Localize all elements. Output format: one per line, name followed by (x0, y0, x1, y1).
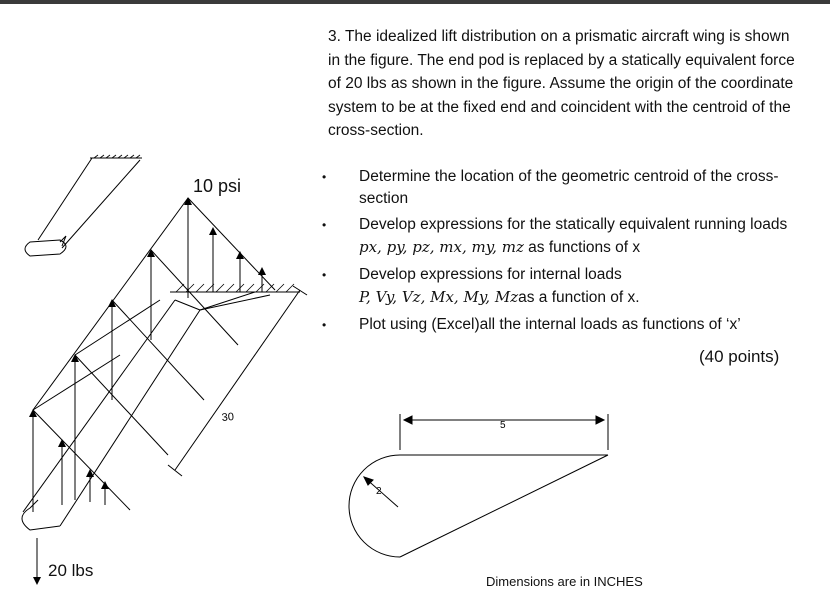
task-text: Plot using (Excel)all the internal loads as functions of ‘x’ (359, 316, 741, 333)
cross-section (349, 414, 608, 557)
point-load-label: 20 lbs (48, 561, 94, 580)
wing-thumbnail (25, 155, 142, 256)
lift-envelope (33, 198, 275, 510)
units-note: Dimensions are in INCHES (486, 574, 643, 589)
problem-statement: 3. The idealized lift distribution on a prismatic aircraft wing is shown in the figure. The end pod is replaced by a statically equivalent force of 20 lbs as shown in the figure. Assume the origin of the coordinate system to be at the fixed end and coincident with the centroid of the cross-section. (328, 28, 795, 139)
bullet-icon: • (322, 268, 327, 282)
task-text: Develop expressions for the statically equivalent running loads (359, 216, 788, 233)
wing-body (22, 284, 300, 530)
task-text: Determine the location of the geometric centroid of the cross-section (359, 168, 779, 207)
chord-width-label: 5 (500, 420, 506, 431)
task-text: Develop expressions for internal loads (359, 266, 622, 283)
task-suffix: as functions of x (523, 239, 641, 256)
points-label: (40 points) (699, 347, 780, 366)
task-math: px, py, pz, mx, my, mz (359, 238, 524, 256)
bullet-icon: • (322, 170, 327, 184)
bullet-icon: • (322, 318, 327, 332)
bullet-icon: • (322, 218, 327, 232)
lift-arrows (33, 198, 262, 512)
task-math: P, Vy, Vz, Mx, My, Mz (359, 288, 519, 306)
pressure-label: 10 psi (193, 176, 242, 196)
span-length-label: 30 (221, 410, 235, 424)
radius-label: 2 (376, 486, 382, 497)
span-dimension (168, 286, 307, 476)
task-suffix: as a function of x. (518, 289, 640, 306)
